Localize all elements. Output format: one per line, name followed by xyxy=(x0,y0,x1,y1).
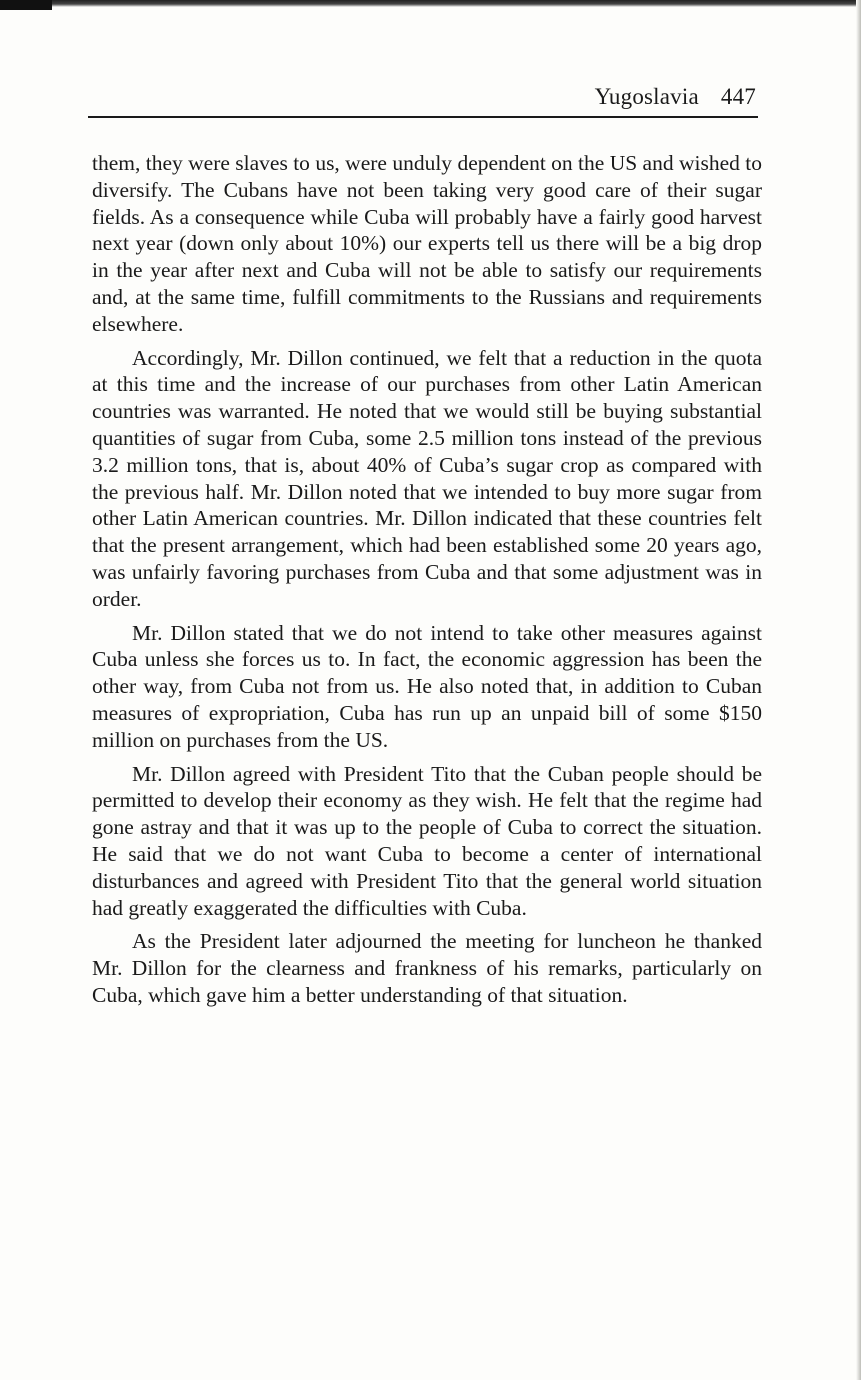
running-head xyxy=(88,82,758,118)
running-head-text xyxy=(595,84,756,110)
page-number: 447 xyxy=(720,84,756,109)
paragraph-continued: them, they were slaves to us, were unduly dependent on the US and wished to diversify. The Cubans have not been taking very good care of their sugar fields. As a consequence while Cuba will probably have a fairly good harvest next year (down only about 10%) our experts tell us there will be a big drop in the year after next and Cuba will not be able to satisfy our requirements and, at the same time, fulfill commitments to the Russians and requirements elsewhere. xyxy=(92,151,762,336)
body-text xyxy=(92,150,762,1016)
paragraph-measures-against-cuba: Mr. Dillon stated that we do not intend to take other measures against Cuba unless she forces us to. In fact, the economic aggression has been the other way, from Cuba not from us. He also noted that, in addition to Cuban measures of expropriation, Cuba has run up an unpaid bill of some $150 million on purchases from the US. xyxy=(92,620,762,752)
scan-top-edge xyxy=(0,0,861,7)
paragraph-meeting-adjourned: As the President later adjourned the meeting for luncheon he thanked Mr. Dillon for the clearness and frankness of his remarks, particularly on Cuba, which gave him a better understanding of that situation. xyxy=(92,929,762,1007)
paragraph-cuban-economy: Mr. Dillon agreed with President Tito that the Cuban people should be permitted to develop their economy as they wish. He felt that the regime had gone astray and that it was up to the people of Cuba to correct the situation. He said that we do not want Cuba to become a center of international disturbances and agreed with President Tito that the general world situation had greatly exaggerated the difficulties with Cuba. xyxy=(92,761,762,920)
scan-right-edge xyxy=(856,0,861,1380)
paragraph-sugar-quota: Accordingly, Mr. Dillon continued, we felt that a reduction in the quota at this time and the increase of our purchases from other Latin American countries was warranted. He noted that we would still be buying substantial quantities of sugar from Cuba, some 2.5 million tons instead of the previous 3.2 million tons, that is, about 40% of Cuba’s sugar crop as compared with the previous half. Mr. Dillon noted that we intended to buy more sugar from other Latin American countries. Mr. Dillon indicated that these countries felt that the present arrangement, which had been established some 20 years ago, was unfairly favoring purchases from Cuba and that some adjustment was in order. xyxy=(92,345,762,611)
scan-corner-mark xyxy=(0,0,52,10)
running-head-section-title: Yugoslavia xyxy=(594,84,699,109)
